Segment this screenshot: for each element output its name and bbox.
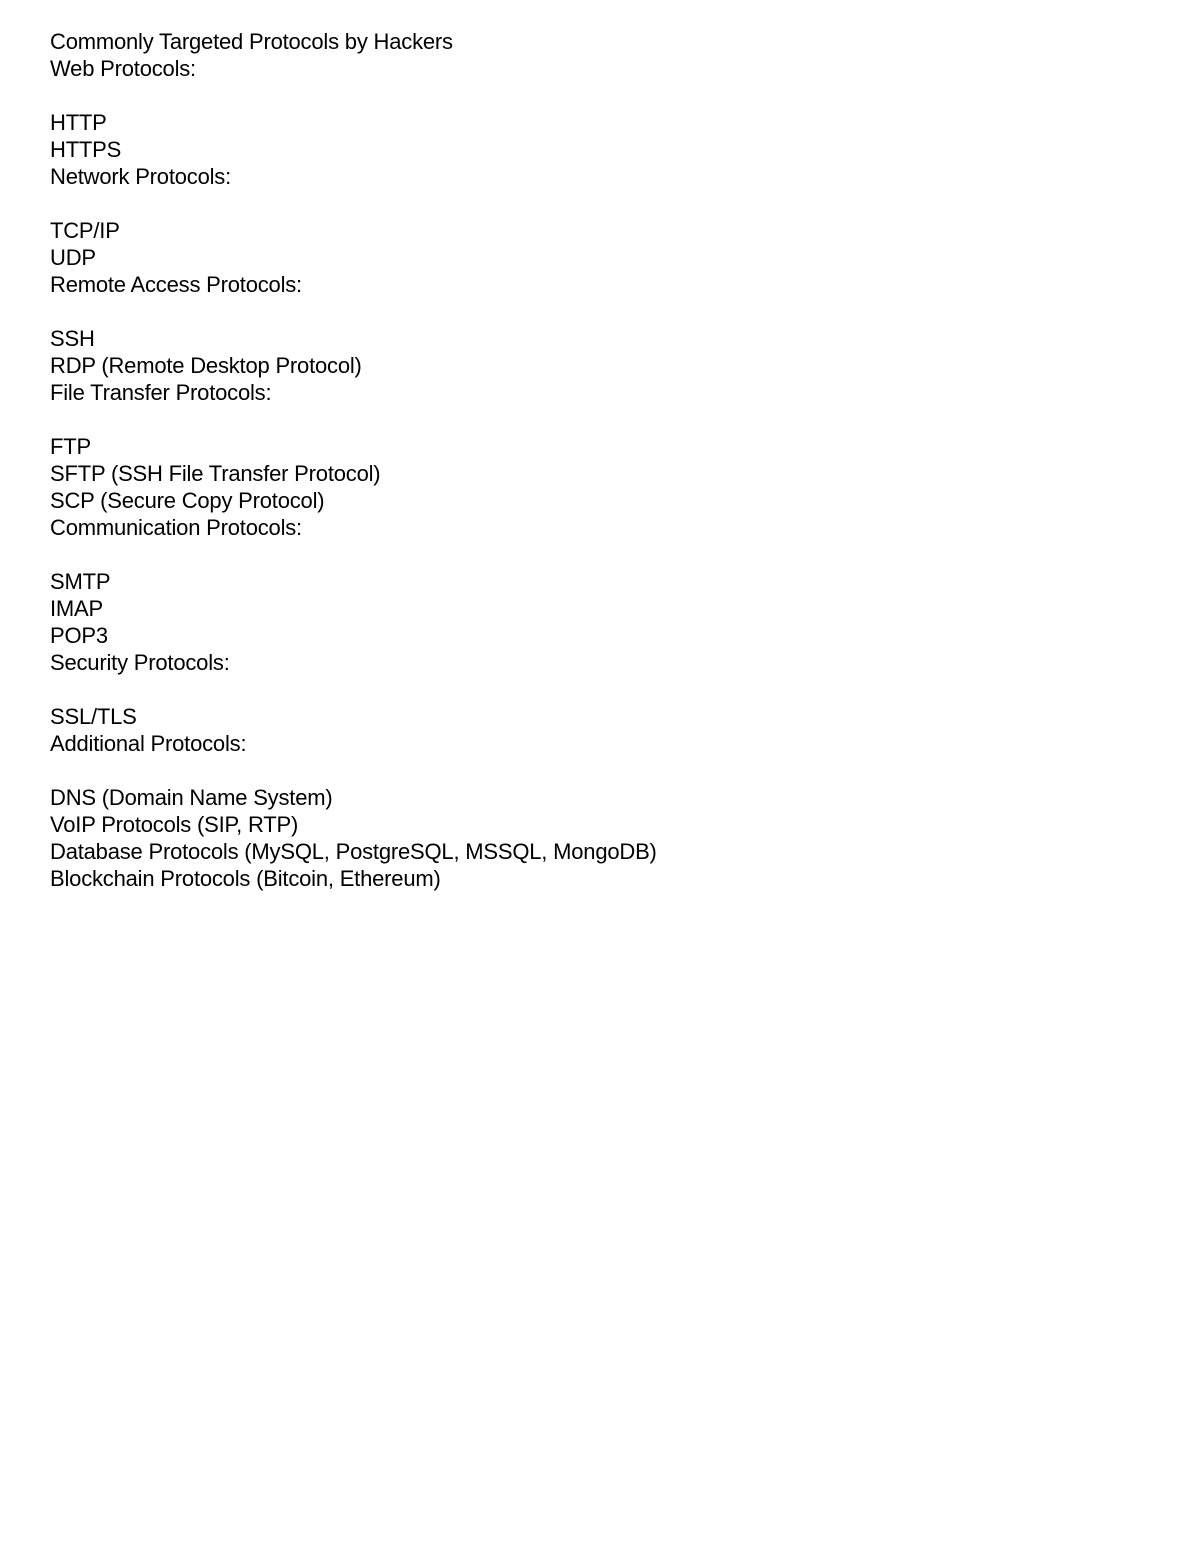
list-item: Blockchain Protocols (Bitcoin, Ethereum): [50, 866, 441, 891]
list-item: SCP (Secure Copy Protocol): [50, 488, 325, 513]
list-item: SSL/TLS: [50, 704, 137, 729]
list-item: HTTP: [50, 110, 107, 135]
list-item: SMTP: [50, 569, 111, 594]
section-heading-security: Security Protocols:: [50, 650, 230, 675]
section-heading-network: Network Protocols:: [50, 164, 232, 189]
blank-line: [50, 298, 1150, 325]
list-item: HTTPS: [50, 137, 122, 162]
section-heading-additional: Additional Protocols:: [50, 731, 247, 756]
blank-line: [50, 406, 1150, 433]
blank-line: [50, 190, 1150, 217]
section-heading-web: Web Protocols:: [50, 56, 196, 81]
blank-line: [50, 676, 1150, 703]
document-body: [50, 28, 1150, 892]
blank-line: [50, 757, 1150, 784]
list-item: VoIP Protocols (SIP, RTP): [50, 812, 299, 837]
blank-line: [50, 541, 1150, 568]
list-item: RDP (Remote Desktop Protocol): [50, 353, 362, 378]
list-item: UDP: [50, 245, 96, 270]
list-item: IMAP: [50, 596, 103, 621]
section-heading-remote-access: Remote Access Protocols:: [50, 272, 302, 297]
blank-line: [50, 82, 1150, 109]
list-item: SSH: [50, 326, 95, 351]
list-item: SFTP (SSH File Transfer Protocol): [50, 461, 381, 486]
list-item: DNS (Domain Name System): [50, 785, 333, 810]
list-item: TCP/IP: [50, 218, 120, 243]
document-title: Commonly Targeted Protocols by Hackers: [50, 29, 453, 54]
list-item: Database Protocols (MySQL, PostgreSQL, MSSQL, MongoDB): [50, 839, 657, 864]
list-item: POP3: [50, 623, 108, 648]
section-heading-communication: Communication Protocols:: [50, 515, 302, 540]
section-heading-file-transfer: File Transfer Protocols:: [50, 380, 272, 405]
list-item: FTP: [50, 434, 91, 459]
